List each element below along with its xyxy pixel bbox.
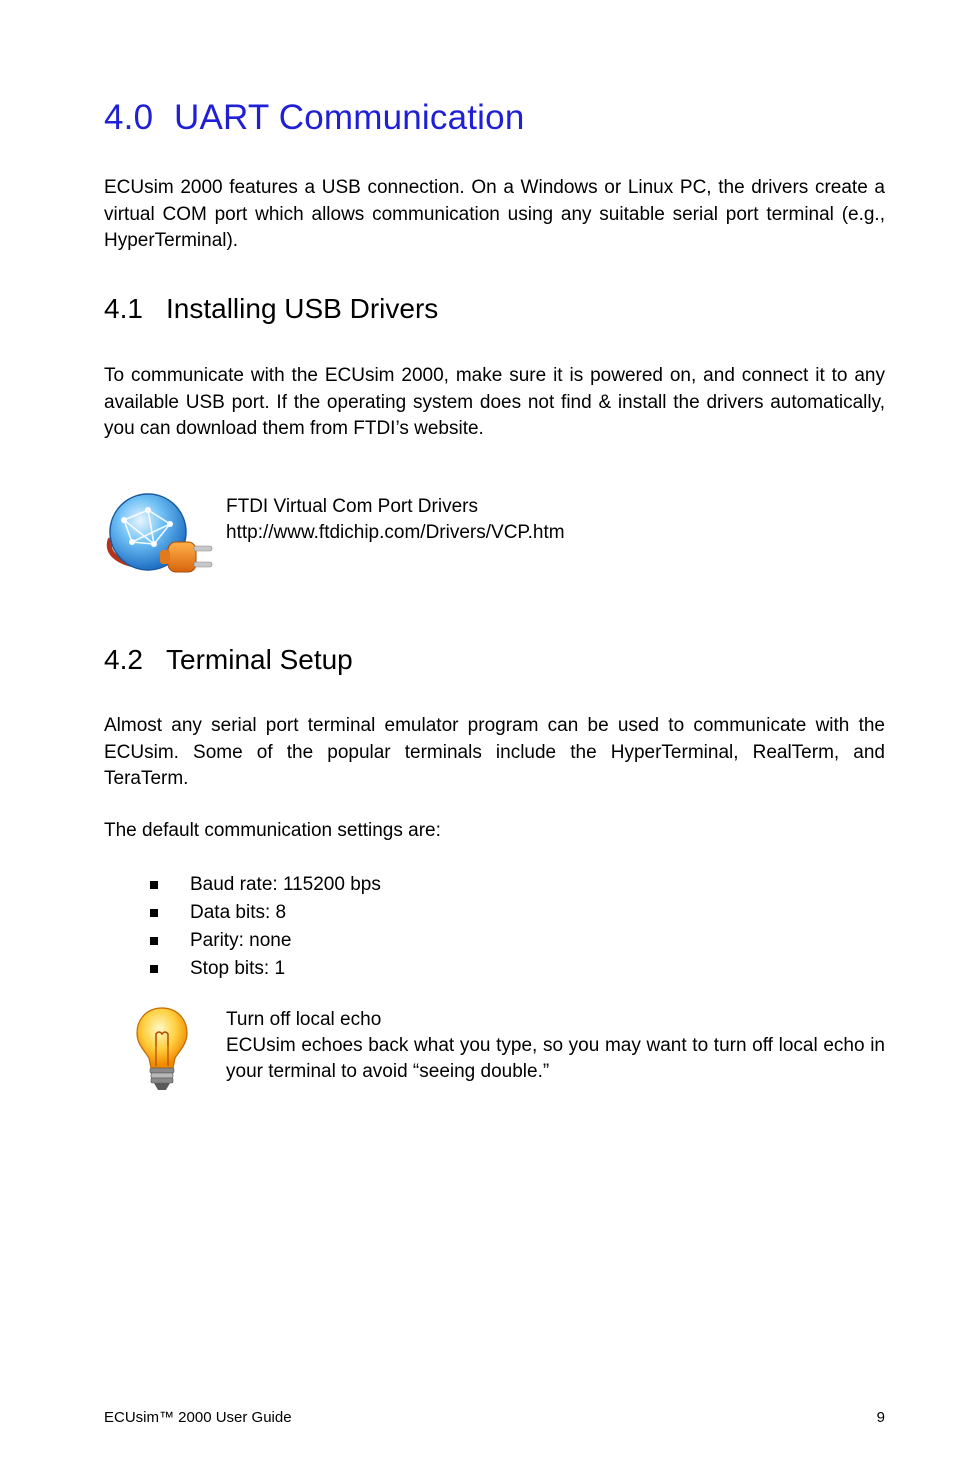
setting-baud-rate: Baud rate: 115200 bps	[190, 874, 381, 895]
ftdi-link-url[interactable]: http://www.ftdichip.com/Drivers/VCP.htm	[226, 522, 565, 543]
echo-tip-title: Turn off local echo	[226, 1009, 382, 1030]
ftdi-link-note	[226, 494, 885, 546]
echo-tip-text: ECUsim echoes back what you type, so you may want to turn off local echo in your terminal to avoid “seeing double.”	[226, 1035, 885, 1082]
globe-plug-icon	[104, 490, 216, 582]
section-number: 4.0	[104, 98, 154, 137]
echo-tip-note	[226, 1007, 885, 1085]
section-title: Installing USB Drivers	[166, 293, 439, 324]
section-title: UART Communication	[174, 98, 525, 137]
ftdi-link-title: FTDI Virtual Com Port Drivers	[226, 496, 478, 517]
list-item	[104, 927, 381, 955]
bullet-icon	[150, 937, 158, 945]
list-item	[104, 955, 381, 983]
page-footer	[104, 1409, 885, 1426]
footer-doc-title: ECUsim™ 2000 User Guide	[104, 1409, 292, 1426]
list-item	[104, 871, 381, 899]
setting-parity: Parity: none	[190, 930, 292, 951]
bullet-icon	[150, 909, 158, 917]
bullet-icon	[150, 965, 158, 973]
lightbulb-icon	[134, 1006, 190, 1096]
section-title: Terminal Setup	[166, 644, 353, 675]
usb-drivers-paragraph: To communicate with the ECUsim 2000, make sure it is powered on, and connect it to any available USB port. If the operating system does not find & install the drivers automatically, you can download them from FTDI’s website.	[104, 365, 885, 439]
section-number: 4.2	[104, 644, 143, 675]
terminal-setup-paragraph: Almost any serial port terminal emulator program can be used to communicate with the ECUsim. Some of the popular terminals include the HyperTerminal, RealTerm, and TeraTerm.	[104, 715, 885, 789]
setting-stop-bits: Stop bits: 1	[190, 958, 286, 979]
settings-list	[104, 871, 381, 983]
bullet-icon	[150, 881, 158, 889]
list-item	[104, 899, 381, 927]
section-heading-4-0	[104, 98, 525, 138]
uart-intro-paragraph: ECUsim 2000 features a USB connection. On a Windows or Linux PC, the drivers create a virtual COM port which allows communication using any suitable serial port terminal (e.g., HyperTerminal).	[104, 177, 885, 251]
settings-intro: The default communication settings are:	[104, 820, 441, 841]
section-number: 4.1	[104, 293, 143, 324]
footer-page-number: 9	[876, 1409, 885, 1426]
section-heading-4-1	[104, 293, 438, 325]
setting-data-bits: Data bits: 8	[190, 902, 287, 923]
section-heading-4-2	[104, 644, 353, 676]
